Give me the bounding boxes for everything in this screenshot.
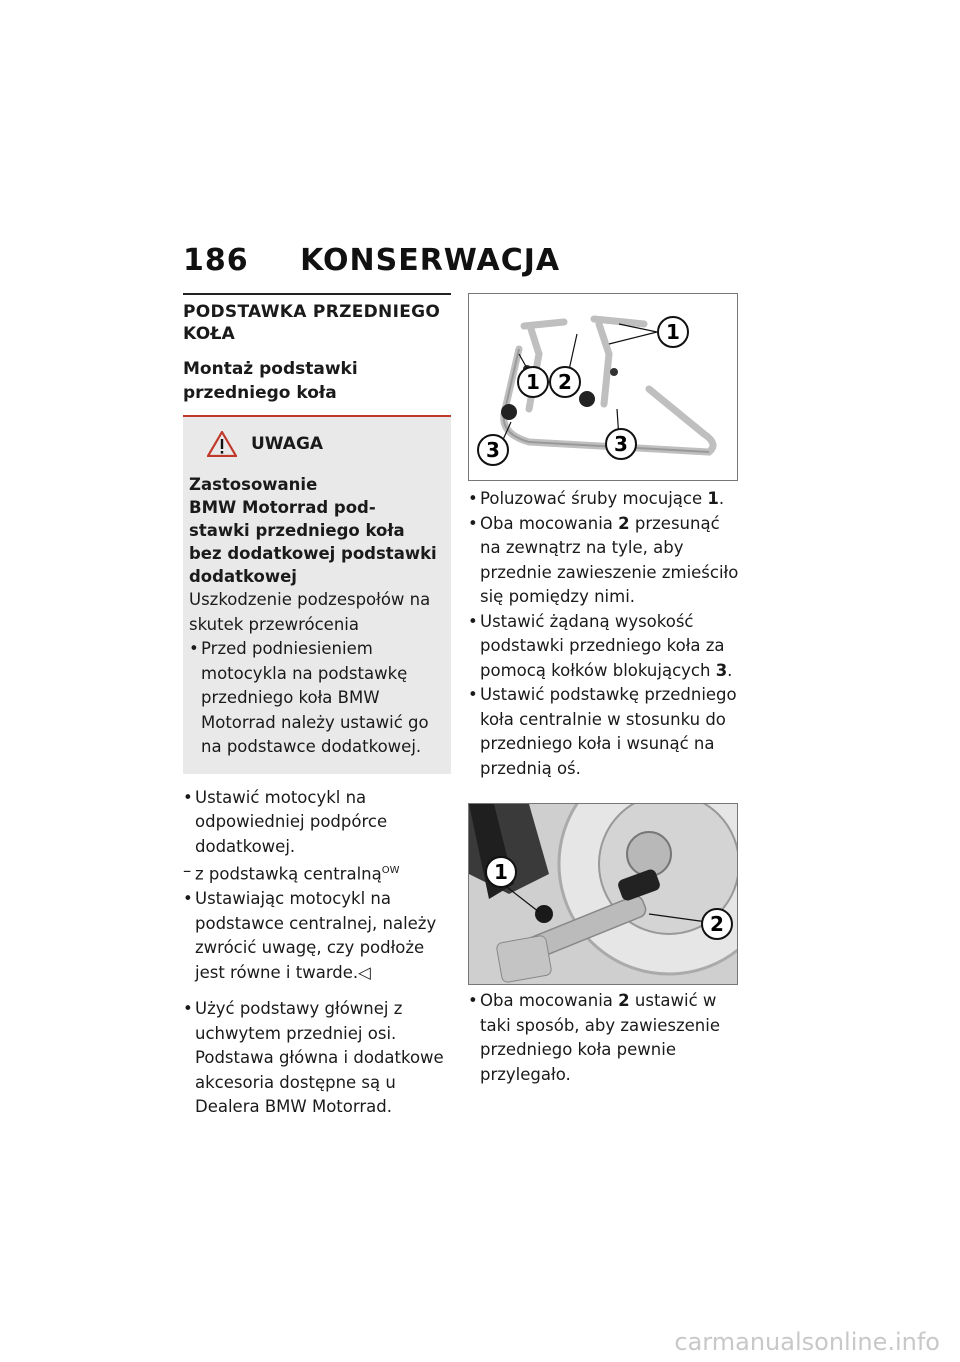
callout-label: 1 [666, 320, 680, 344]
section-title: PODSTAWKA PRZEDNIEGO KOŁA [183, 302, 441, 344]
warning-heading-line: stawki przedniego koła [189, 521, 405, 540]
stand-wheel [579, 391, 595, 407]
section-rule [183, 293, 451, 295]
step-text: Ustawiając motocykl na podstawce centralnej, należy zwrócić uwagę, czy podłoże jest równe i twarde. [195, 889, 437, 982]
callout-label: 1 [526, 370, 540, 394]
warning-label: UWAGA [251, 434, 324, 454]
step-item: • Ustawić podstawkę przedniego koła centralnie w stosunku do przedniego koła i wsunąć na przednią oś. [468, 683, 739, 781]
subsection-title: Montaż podstawki przedniego koła [183, 359, 358, 403]
warning-bullet: • Przed podniesieniem motocykla na podstawkę przedniego koła BMW Motorrad należy ustawić go na podstawce dodatkowej. [189, 637, 443, 760]
right-column [468, 293, 739, 1087]
warning-text: Uszkodzenie podzespołów na skutek przewrócenia [189, 590, 431, 634]
warning-triangle-icon [207, 431, 237, 457]
warning-heading-line: bez dodatkowej podstawki [189, 544, 437, 563]
step-item: • Oba mocowania 2 ustawić w taki sposób, aby zawieszenie przedniego koła pewnie przylegało. [468, 989, 739, 1087]
step-item: • Ustawić motocykl na odpowiedniej podpórce dodatkowej. [183, 786, 451, 860]
warning-header [207, 431, 443, 457]
step-item: • Użyć podstawy głównej z uchwytem przedniej osi. Podstawa główna i dodatkowe akcesoria dostępne są u Dealera BMW Motorrad. [183, 997, 451, 1120]
page-number: 186 [183, 243, 249, 278]
condition-sup: OW [381, 865, 400, 876]
warning-box [183, 417, 451, 774]
stand-illustration [469, 294, 737, 480]
warning-heading-line: BMW Motorrad pod- [189, 498, 376, 517]
callout-label: 2 [558, 370, 572, 394]
steps-list [468, 487, 739, 781]
chapter-title: KONSERWACJA [300, 243, 561, 278]
fork-figure [468, 803, 738, 985]
stand-figure [468, 293, 738, 481]
end-mark-icon: ◁ [358, 962, 371, 982]
warning-heading-line: dodatkowej [189, 567, 297, 586]
callout-label: 2 [710, 912, 724, 936]
step-item [183, 887, 451, 985]
page-header [183, 243, 783, 278]
step-item: • Ustawić żądaną wysokość podstawki przedniego koła za pomocą kołków blokujących 3. [468, 610, 739, 684]
fork-illustration [469, 804, 737, 984]
callout-label: 3 [614, 432, 628, 456]
left-column [183, 293, 451, 1120]
condition-text: z podstawką centralną [195, 864, 382, 884]
callout-label: 3 [486, 438, 500, 462]
warning-heading-line: Zastosowanie [189, 475, 318, 494]
callout-label: 1 [494, 860, 508, 884]
warning-heading [189, 473, 443, 588]
condition-item [183, 859, 451, 887]
stand-wheel [501, 404, 517, 420]
watermark: carmanualsonline.info [674, 1328, 940, 1356]
step-item: • Poluzować śruby mocujące 1. [468, 487, 739, 512]
step-item: • Oba mocowania 2 przesunąć na zewnątrz na tyle, aby przednie zawieszenie zmieściło się pomiędzy nimi. [468, 512, 739, 610]
